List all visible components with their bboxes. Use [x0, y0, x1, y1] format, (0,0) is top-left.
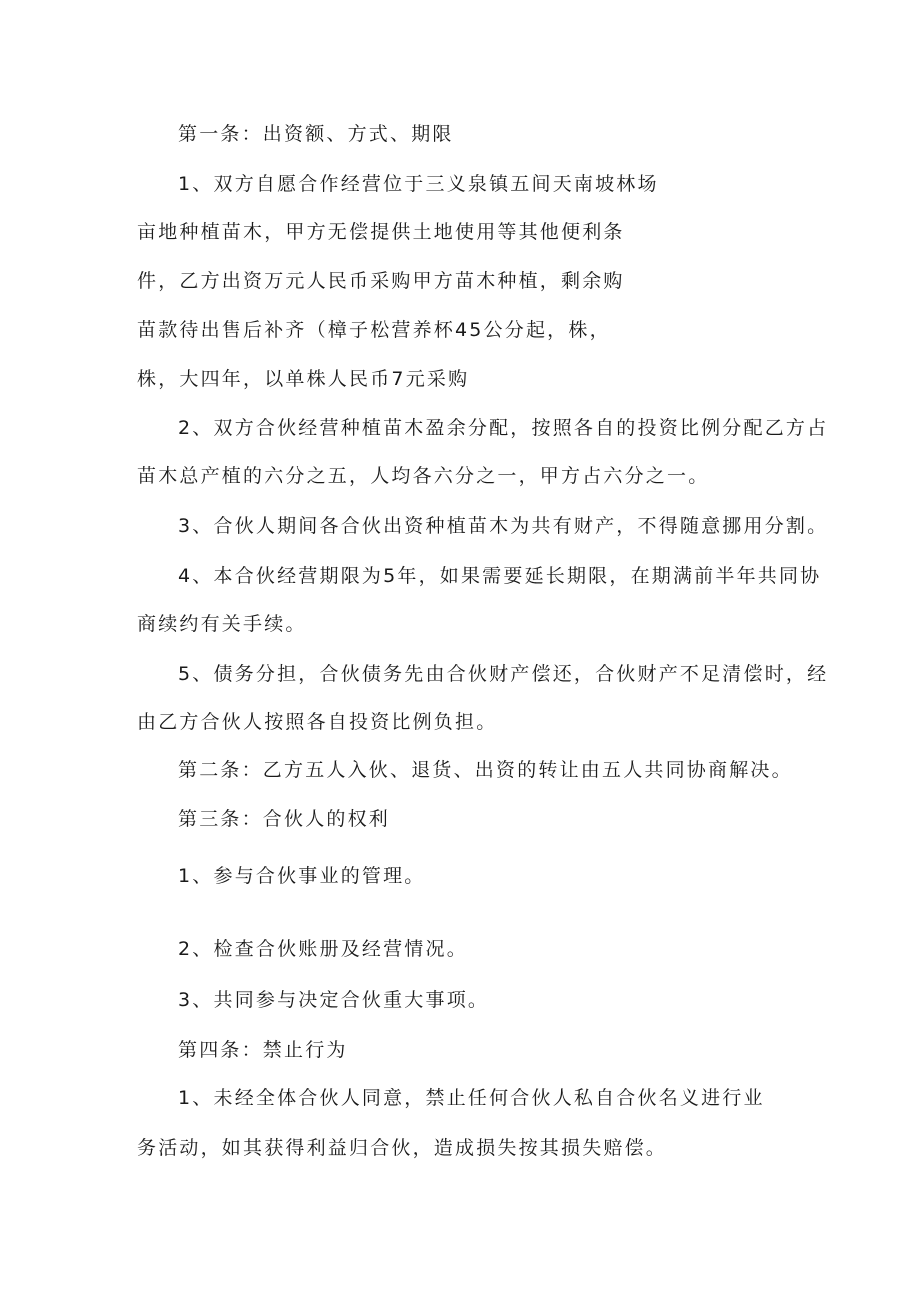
article-1-item-4-line-1: 4、本合伙经营期限为5年，如果需要延长期限，在期满前半年共同协	[178, 565, 822, 587]
article-1-item-1-line-5: 株，大四年，以单株人民币7元采购	[137, 368, 470, 390]
article-3-item-1: 1、参与合伙事业的管理。	[178, 865, 426, 887]
article-3-item-3: 3、共同参与决定合伙重大事项。	[178, 989, 490, 1011]
article-4-heading: 第四条：禁止行为	[178, 1039, 348, 1061]
article-1-item-1-line-1: 1、双方自愿合作经营位于三义泉镇五间天南坡林场	[178, 173, 659, 195]
article-4-item-1-line-2: 务活动，如其获得利益归合伙，造成损失按其损失赔偿。	[137, 1137, 668, 1159]
article-1-item-4-line-2: 商续约有关手续。	[137, 613, 307, 635]
article-4-item-1-line-1: 1、未经全体合伙人同意，禁止任何合伙人私自合伙名义进行业	[178, 1087, 765, 1109]
article-1-item-5-line-2: 由乙方合伙人按照各自投资比例负担。	[137, 711, 498, 733]
article-1-heading: 第一条：出资额、方式、期限	[178, 123, 454, 145]
article-1-item-2-line-1: 2、双方合伙经营种植苗木盈余分配，按照各自的投资比例分配乙方占	[178, 417, 829, 439]
article-3-heading: 第三条：合伙人的权利	[178, 808, 391, 830]
article-1-item-1-line-4: 苗款待出售后补齐（樟子松营养杯45公分起，株，	[137, 319, 611, 341]
article-1-item-2-line-2: 苗木总产植的六分之五，人均各六分之一，甲方占六分之一。	[137, 465, 710, 487]
article-1-item-5-line-1: 5、债务分担，合伙债务先由合伙财产偿还，合伙财产不足清偿时，经	[178, 663, 829, 685]
article-2-heading: 第二条：乙方五人入伙、退货、出资的转让由五人共同协商解决。	[178, 759, 793, 781]
article-3-item-2: 2、检查合伙账册及经营情况。	[178, 938, 468, 960]
article-1-item-1-line-3: 件，乙方出资万元人民币采购甲方苗木种植，剩余购	[137, 270, 625, 292]
article-1-item-1-line-2: 亩地种植苗木，甲方无偿提供土地使用等其他便利条	[137, 221, 625, 243]
article-1-item-3: 3、合伙人期间各合伙出资种植苗木为共有财产，不得随意挪用分割。	[178, 515, 829, 537]
